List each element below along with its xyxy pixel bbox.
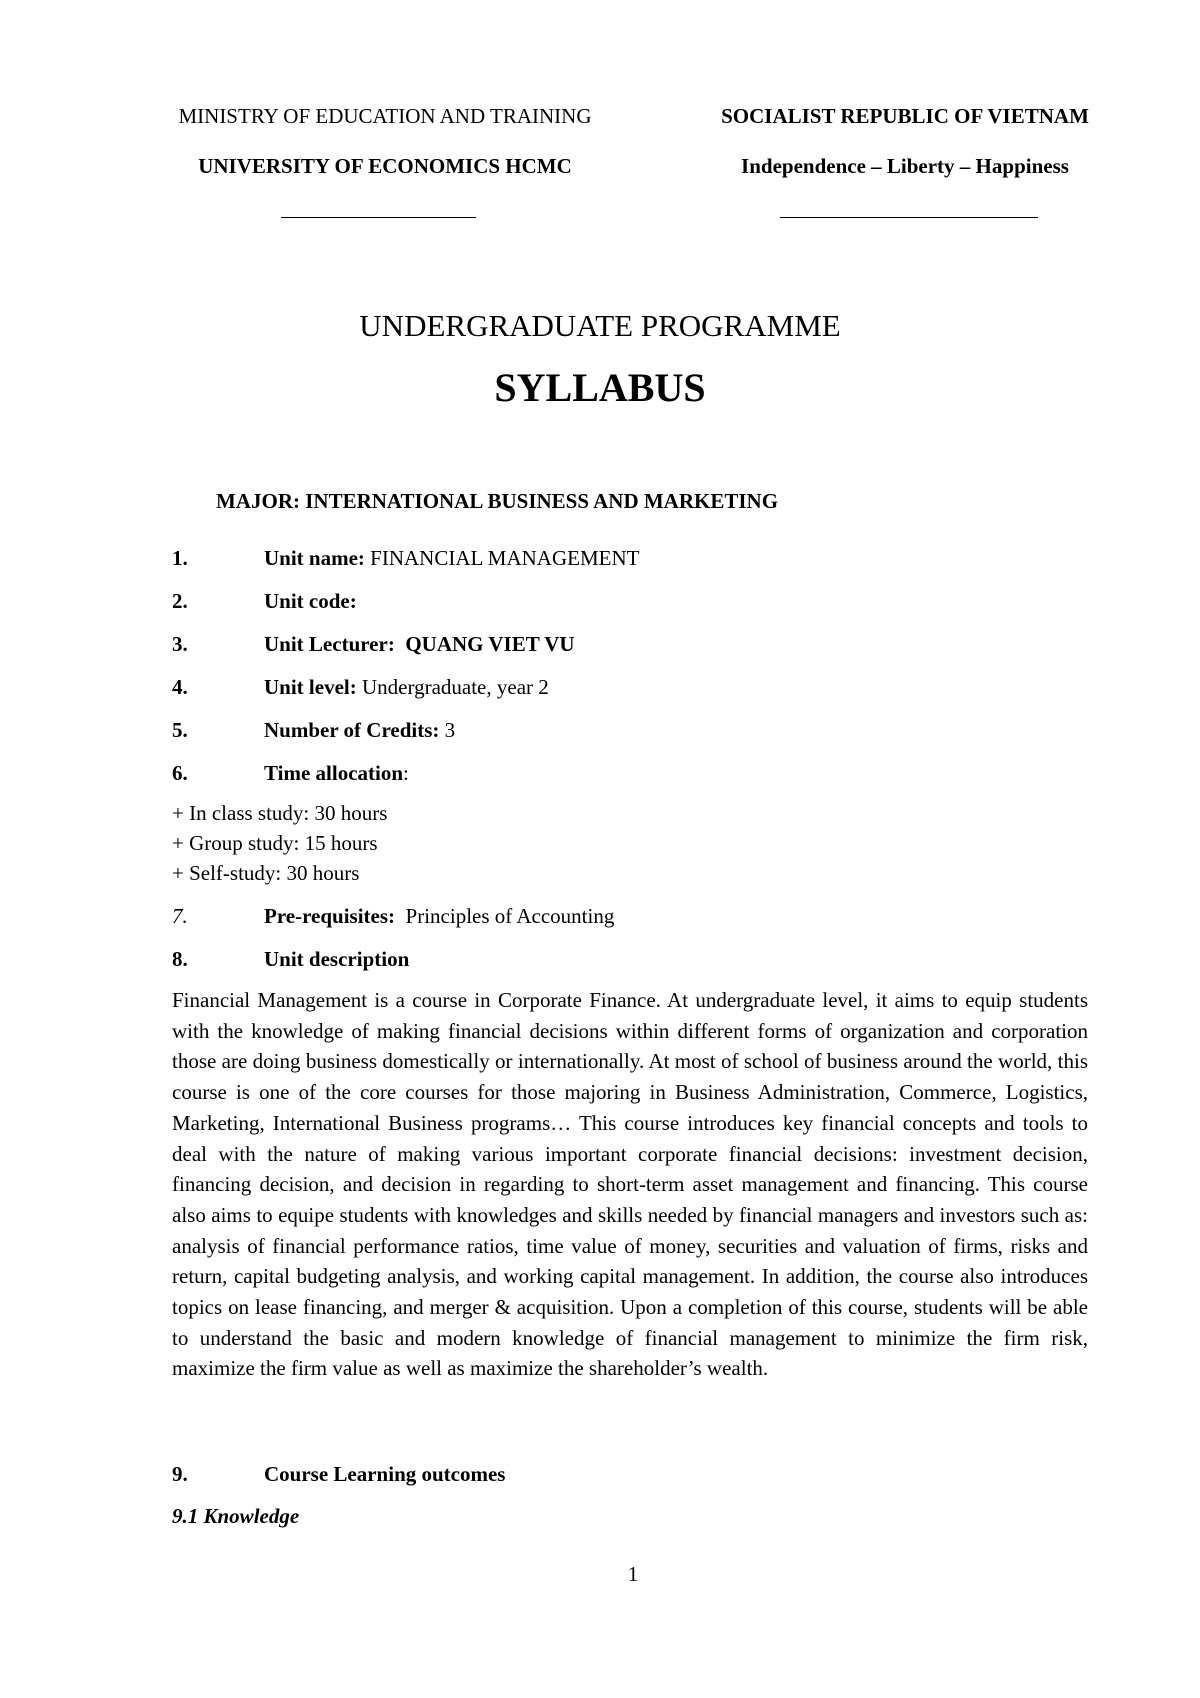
lecturer-name: QUANG VIET VU <box>394 632 575 656</box>
time-allocation-self: + Self-study: 30 hours <box>172 861 360 885</box>
ministry-name: MINISTRY OF EDUCATION AND TRAINING <box>178 104 592 128</box>
programme-title: UNDERGRADUATE PROGRAMME <box>359 308 841 343</box>
republic-name: SOCIALIST REPUBLIC OF VIETNAM <box>721 104 1089 128</box>
unit-level-value: Undergraduate, year 2 <box>356 675 549 699</box>
credits-value: 3 <box>439 718 456 742</box>
header-right-rule <box>780 217 1038 218</box>
university-name: UNIVERSITY OF ECONOMICS HCMC <box>198 154 572 178</box>
unit-name-value: FINANCIAL MANAGEMENT <box>364 546 640 570</box>
prerequisites-value: Principles of Accounting <box>395 904 615 928</box>
page-number: 1 <box>627 1562 639 1586</box>
major-heading: MAJOR: INTERNATIONAL BUSINESS AND MARKETING <box>216 489 779 513</box>
item-unit-code: 2. Unit code: <box>172 589 357 613</box>
subsection-knowledge: 9.1 Knowledge <box>172 1504 300 1528</box>
unit-description-text: Financial Management is a course in Corporate Finance. At undergraduate level, it aims to equip students with the knowledge of making financial decisions within different forms of organization and corporation those are doing business domestically or internationally. At most of school of business around the world, this course is one of the core courses for those majoring in Business Administration, Commerce, Logistics, Marketing, International Business programs… This course introduces key financial concepts and tools to deal with the nature of making various important corporate financial decisions: investment decision, financing decision, and decision in regarding to short-term asset management and financing. This course also aims to equipe students with knowledges and skills needed by financial managers and investors such as: analysis of financial performance ratios, time value of money, securities and valuation of firms, risks and return, capital budgeting analysis, and working capital management. In addition, the course also introduces topics on lease financing, and merger & acquisition. Upon a completion of this course, students will be able to understand the basic and modern knowledge of financial management to minimize the firm risk, maximize the firm value as well as maximize the shareholder’s wealth. <box>172 988 1088 1381</box>
time-allocation-group: + Group study: 15 hours <box>172 831 378 855</box>
header-left-rule <box>281 217 476 218</box>
item-unit-description: 8. Unit description <box>172 947 410 971</box>
item-unit-level: 4. Unit level: Undergraduate, year 2 <box>172 675 549 699</box>
item-unit-name: 1. Unit name: FINANCIAL MANAGEMENT <box>172 546 640 570</box>
item-learning-outcomes: 9. Course Learning outcomes <box>172 1462 506 1486</box>
item-number-of-credits: 5. Number of Credits: 3 <box>172 718 456 742</box>
syllabus-title: SYLLABUS <box>494 365 706 410</box>
item-prerequisites: 7. Pre-requisites: Principles of Accounting <box>172 904 615 928</box>
item-time-allocation: 6. Time allocation: <box>172 761 409 785</box>
time-allocation-class: + In class study: 30 hours <box>172 801 388 825</box>
item-unit-lecturer: 3. Unit Lecturer: QUANG VIET VU <box>172 632 575 656</box>
national-motto: Independence – Liberty – Happiness <box>741 154 1069 178</box>
